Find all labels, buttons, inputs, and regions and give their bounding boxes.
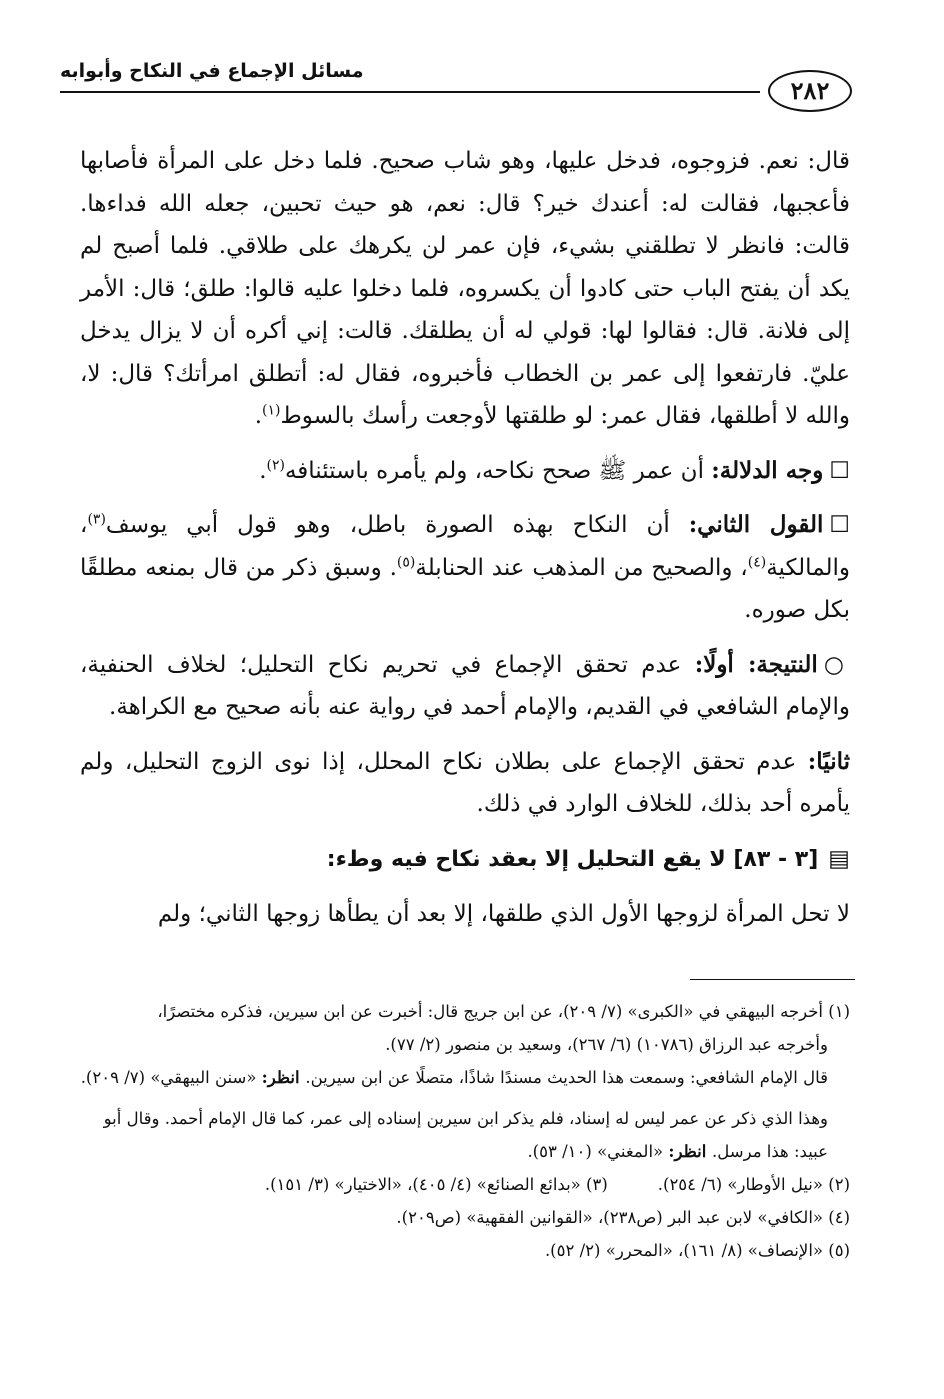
qawl-text-1: أن النكاح بهذه الصورة باطل، وهو قول أبي يوسف [105,512,689,538]
page-number: ٢٨٢ [768,70,852,112]
qawl-text-3: ، والصحيح من المذهب عند الحنابلة [415,554,748,581]
footnote-ref-5[interactable]: (٥) [396,553,416,570]
qawl-paragraph [80,504,850,632]
qawl-label: القول الثاني: [688,511,824,538]
continuation-text: لا تحل المرأة لزوجها الأول الذي طلقها، إلا بعد أن يطأها زوجها الثاني؛ ولم [157,901,850,927]
running-header-title: مسائل الإجماع في النكاح وأبوابه [60,60,364,82]
footnote-1-shafii-ref: «سنن البيهقي» (٧/ ٢٠٩). [80,1068,262,1087]
section-heading [80,838,850,882]
section-heading-text: [٣ - ٨٣] لا يقع التحليل إلا بعقد نكاح فيه وطء: [326,846,819,872]
footnote-1 [80,995,850,1028]
natija-paragraph [80,644,850,729]
footnote-5 [80,1234,850,1267]
footnote-1-cont [80,1028,850,1061]
natija-second-text: عدم تحقق الإجماع على بطلان نكاح المحلل، إذا نوى الزوج التحليل، ولم يأمره أحد بذلك، للخلاف الوارد في ذلك. [80,748,850,817]
square-bullet-icon: ☐ [829,512,850,538]
footnote-separator [690,979,855,980]
footnote-1-text: (١) أخرجه البيهقي في «الكبرى» (٧/ ٢٠٩)، عن ابن جريج قال: أخبرت عن ابن سيرين، فذكره مختصرًا، [157,1002,850,1021]
narrative-end: . [254,403,263,429]
circle-bullet-icon: ○ [823,651,850,678]
natija-first-text: عدم تحقق الإجماع في تحريم نكاح التحليل؛ لخلاف الحنفية، والإمام الشافعي في القديم، والإمام أحمد في رواية عنه بأنه صحيح مع الكراهة. [80,651,850,720]
square-bullet-icon: ☐ [829,457,850,484]
footnote-1-umar-ref: «المغني» (١٠/ ٥٣). [527,1142,669,1161]
footnote-5-text: (٥) «الإنصاف» (٨/ ١٦١)، «المحرر» (٢/ ٥٢). [544,1241,850,1260]
qawl-text-4: . وسبق ذكر من قال بمنعه مطلقًا بكل صوره. [80,554,850,623]
narrative-paragraph [80,140,850,438]
qawl-text-2: ، والمالكية [80,512,850,581]
dalala-label: وجه الدلالة: [711,456,824,484]
header-rule [60,91,760,93]
footnote-1-cont-text: وأخرجه عبد الرزاق (١٠٧٨٦) (٦/ ٢٦٧)، وسعيد بن منصور (٢/ ٧٧). [385,1035,828,1054]
footnote-ref-4[interactable]: (٤) [747,553,767,570]
natija-label: النتيجة: [747,650,818,678]
main-text [80,140,850,936]
natija-second-label: ثانيًا: [807,747,850,775]
dalala-paragraph [80,450,850,493]
footnote-2-3 [80,1168,850,1201]
footnote-1-umar [80,1102,850,1168]
dalala-end: . [259,457,267,484]
natija-second-paragraph [80,741,850,826]
footnote-4 [80,1201,850,1234]
footnote-ref-3[interactable]: (٣) [87,511,106,528]
footnote-2: (٢) «نيل الأوطار» (٦/ ٢٥٤). [657,1175,850,1194]
footnotes [80,995,850,1267]
document-stack-icon: ▤ [828,845,850,872]
footnote-ref-2[interactable]: (٢) [266,456,285,473]
footnote-1-shafii-text: قال الإمام الشافعي: وسمعت هذا الحديث مسندًا شاذًا، متصلًا عن ابن سيرين. [305,1068,828,1087]
footnote-3: (٣) «بدائع الصنائع» (٤/ ٤٠٥)، «الاختيار» (٣/ ١٥١). [264,1175,608,1194]
footnote-1-see-label-2: انظر: [668,1142,713,1161]
footnote-4-text: (٤) «الكافي» لابن عبد البر (ص٢٣٨)، «القوانين الفقهية» (ص٢٠٩). [396,1208,850,1227]
natija-first-label: أولًا: [694,650,748,678]
footnote-1-see-label: انظر: [261,1068,306,1087]
narrative-text: قال: نعم. فزوجوه، فدخل عليها، وهو شاب صحيح. فلما دخل على المرأة فأصابها فأعجبها، فقالت له: أعندك خير؟ قال: نعم، هو حيث تحبين، جعله الله فداءها. قالت: فانظر لا تطلقني بشيء، فإن عمر لن يكرهك على طلاقي. فلما أصبح لم يكد أن يفتح الباب حتى كادوا أن يكسروه، فلما دخلوا عليه قالوا: طلق؛ قال: الأمر إلى فلانة. قال: فقالوا لها: قولي له أن يطلقك. قالت: إني أكره أن لا يزال يدخل عليّ. فارتفعوا إلى عمر بن الخطاب فأخبروه، فقال له: أتطلق امرأتك؟ قال: لا، والله لا أطلقها، فقال عمر: لو طلقتها لأوجعت رأسك بالسوط [80,148,850,429]
footnote-1-shafii [80,1061,850,1094]
dalala-text: أن عمر ﷺ صحح نكاحه، ولم يأمره باستئنافه [284,457,712,484]
footnote-ref-1[interactable]: (١) [262,402,281,419]
continuation-line [80,893,850,936]
footnote-1-umar-text: وهذا الذي ذكر عن عمر ليس له إسناد، فلم يذكر ابن سيرين إسناده إلى عمر، كما قال الإمام أحمد. وقال أبو عبيد: هذا مرسل. [103,1109,828,1161]
